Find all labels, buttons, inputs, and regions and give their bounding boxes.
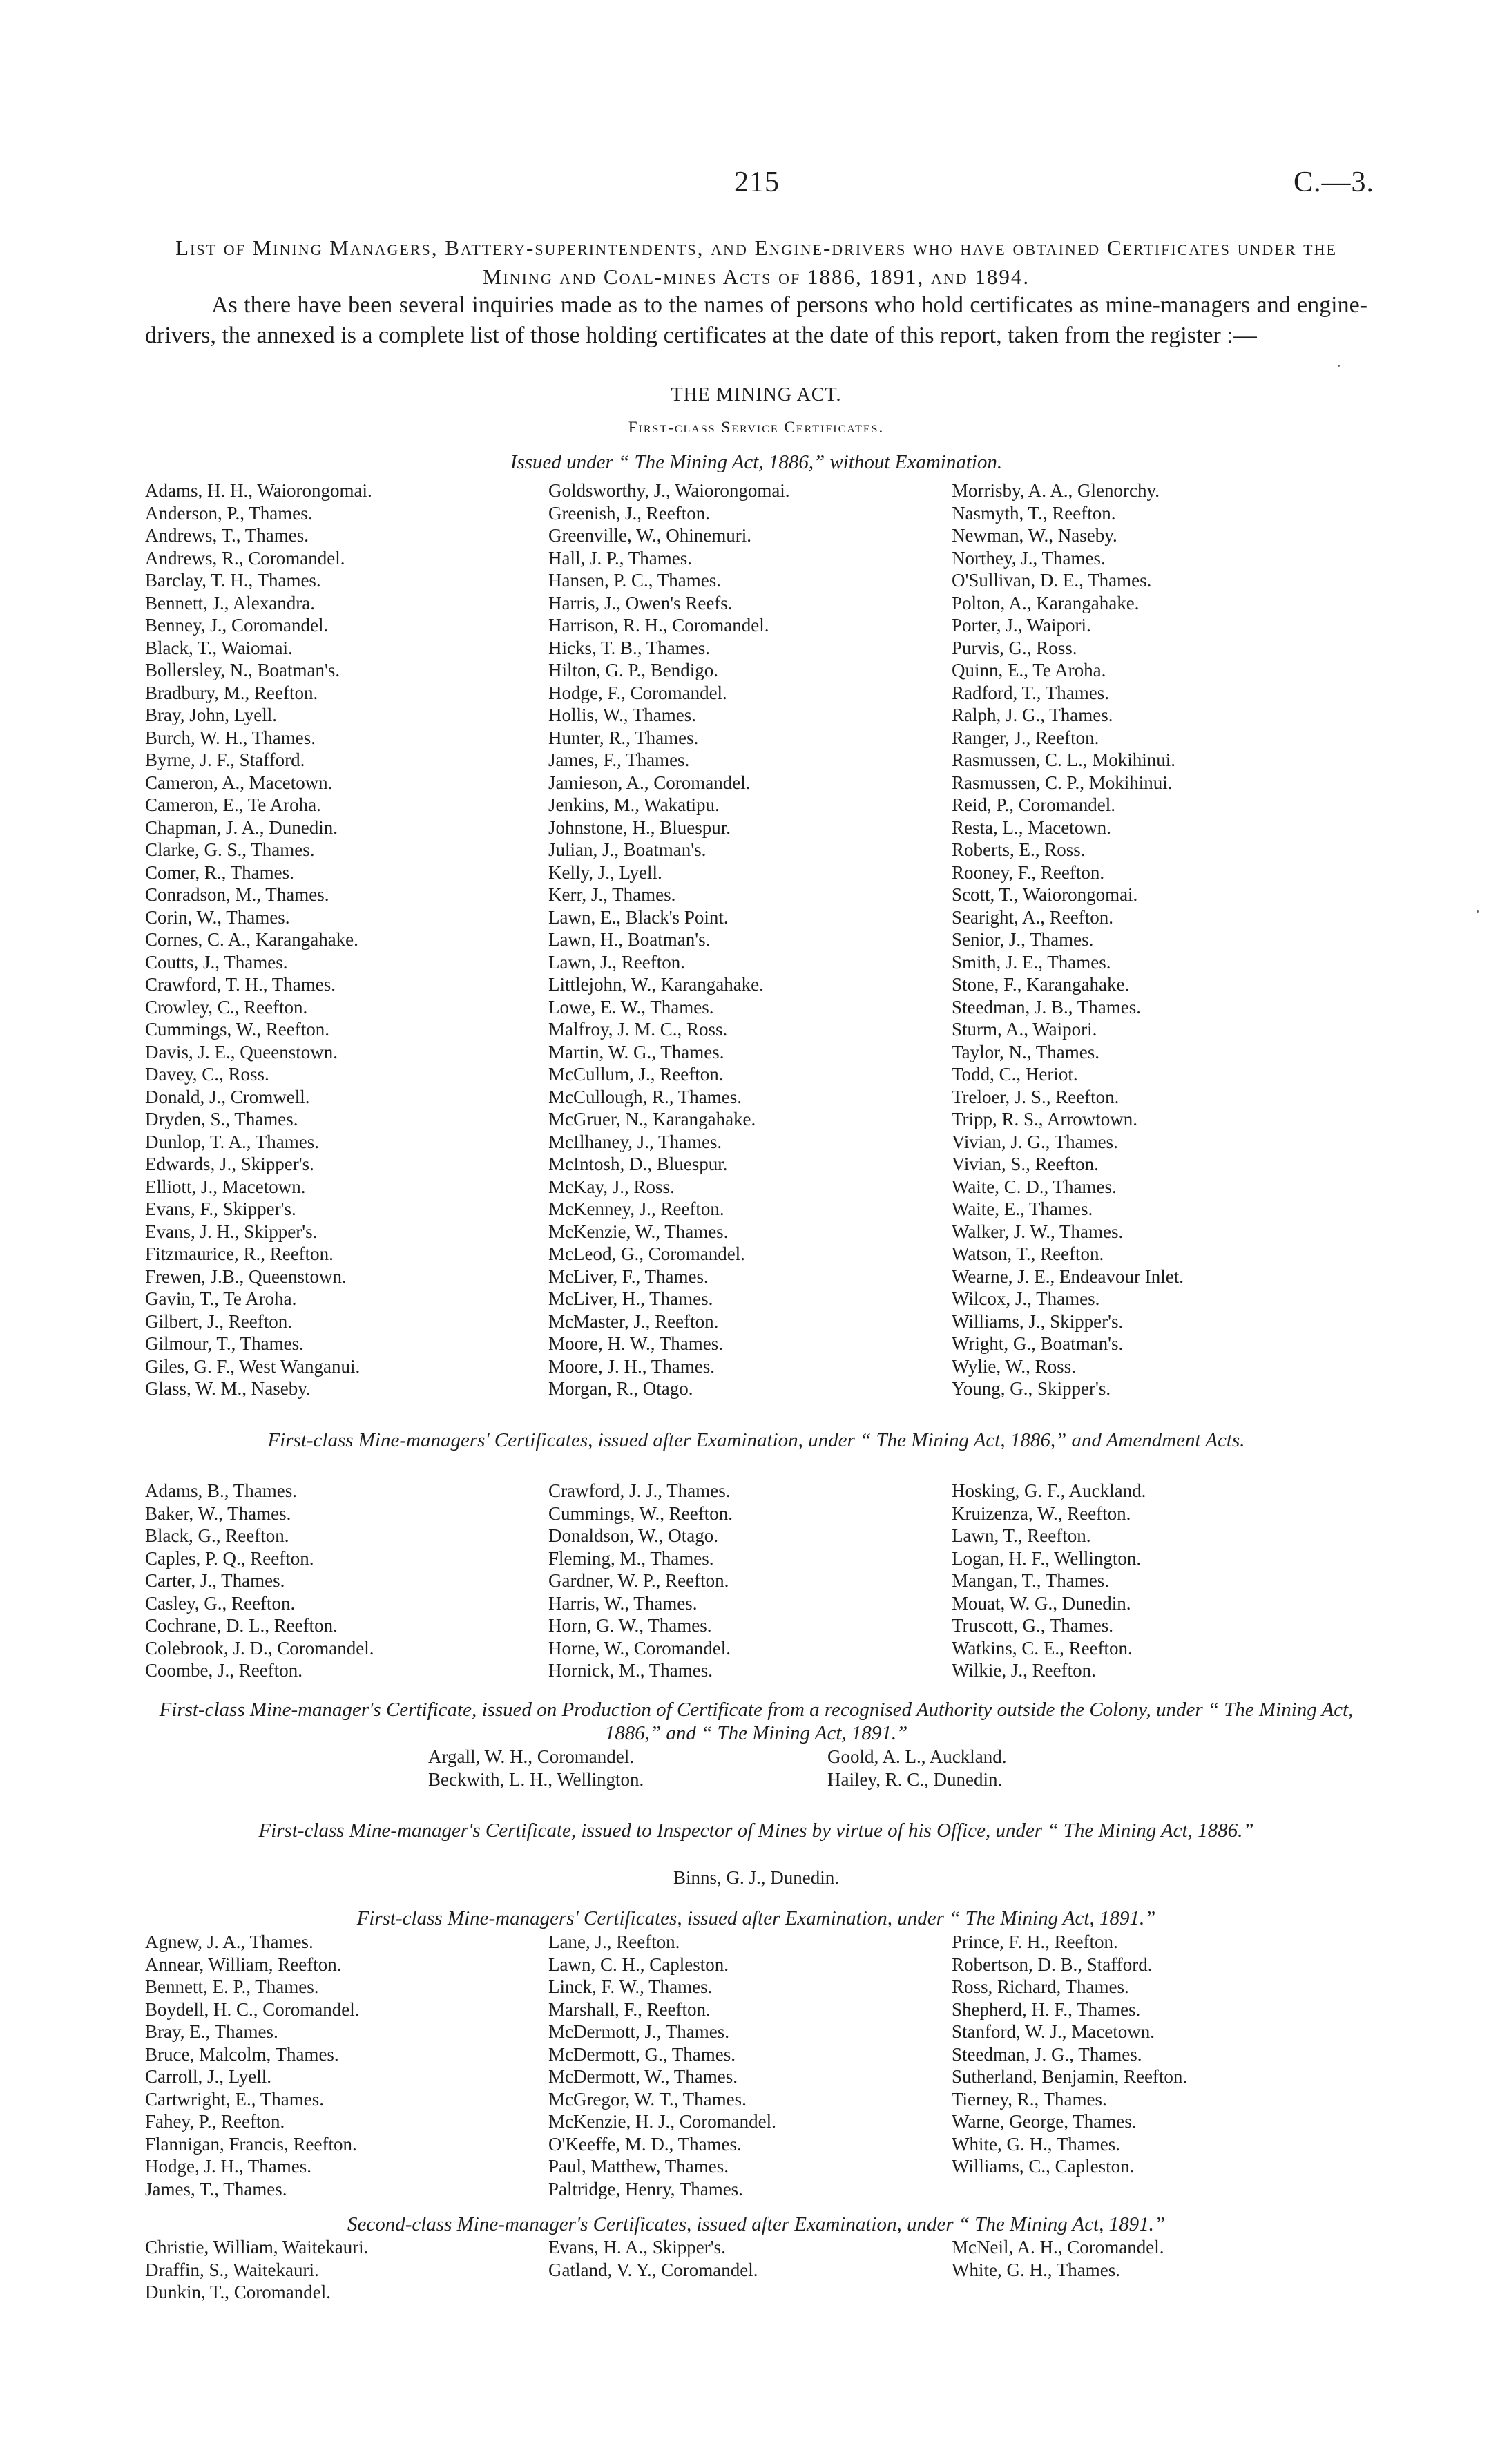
name-entry: Gilbert, J., Reefton. [145,1310,292,1332]
name-entry: McGregor, W. T., Thames. [548,2088,747,2110]
name-entry: Prince, F. H., Reefton. [952,1931,1118,1952]
name-entry: Sutherland, Benjamin, Reefton. [952,2066,1188,2087]
name-entry: Draffin, S., Waitekauri. [145,2259,319,2280]
name-entry: Ranger, J., Reefton. [952,727,1099,748]
name-entry: Hornick, M., Thames. [548,1660,713,1681]
names-list-exam-1891 [145,1931,1367,2201]
name-entry: Hosking, G. F., Auckland. [952,1480,1146,1501]
name-entry: Cornes, C. A., Karangahake. [145,929,358,950]
name-entry: Morrisby, A. A., Glenorchy. [952,480,1160,501]
name-entry: Dunkin, T., Coromandel. [145,2282,331,2302]
name-entry: Hailey, R. C., Dunedin. [827,1768,1003,1790]
name-entry: Moore, H. W., Thames. [548,1333,723,1354]
name-entry: Davey, C., Ross. [145,1064,269,1085]
name-entry: Corin, W., Thames. [145,906,290,928]
name-entry: McLiver, H., Thames. [548,1288,713,1309]
name-entry: Harrison, R. H., Coromandel. [548,615,769,636]
name-entry: Flannigan, Francis, Reefton. [145,2133,357,2155]
name-entry: Radford, T., Thames. [952,682,1109,703]
name-entry: Glass, W. M., Naseby. [145,1378,311,1399]
name-entry: Bray, E., Thames. [145,2021,278,2042]
name-entry: Greenville, W., Ohinemuri. [548,525,751,546]
name-entry: Wright, G., Boatman's. [952,1333,1124,1354]
name-entry: Littlejohn, W., Karangahake. [548,974,764,995]
name-entry: Johnstone, H., Bluespur. [548,816,731,838]
name-entry: Beckwith, L. H., Wellington. [428,1768,644,1790]
name-entry: Lawn, E., Black's Point. [548,906,729,928]
name-entry: Shepherd, H. F., Thames. [952,1998,1141,2020]
name-entry: Searight, A., Reefton. [952,906,1113,928]
name-entry: Donaldson, W., Otago. [548,1525,718,1546]
name-entry: Black, T., Waiomai. [145,637,293,658]
name-entry: Warne, George, Thames. [952,2111,1137,2132]
name-entry: Young, G., Skipper's. [952,1378,1111,1399]
name-entry: McLeod, G., Coromandel. [548,1243,745,1264]
name-entry: Comer, R., Thames. [145,861,294,883]
name-entry: Adams, H. H., Waiorongomai. [145,480,372,501]
name-entry: O'Sullivan, D. E., Thames. [952,570,1152,591]
name-entry: Andrews, R., Coromandel. [145,547,345,569]
document-title: List of Mining Managers, Battery-superintendents, and Engine-drivers who have obtained Certificates under the Mining and Coal-mines Acts of 1886, 1891, and 1894. [175,236,1337,289]
names-list-exam-1886 [145,1480,1367,1683]
name-entry: Crawford, T. H., Thames. [145,974,336,995]
name-entry: Vivian, J. G., Thames. [952,1131,1118,1152]
name-entry: Wilkie, J., Reefton. [952,1660,1096,1681]
name-entry: Harris, J., Owen's Reefs. [548,592,733,613]
name-entry: McGruer, N., Karangahake. [548,1109,756,1129]
name-entry: Northey, J., Thames. [952,547,1106,569]
name-entry: Linck, F. W., Thames. [548,1976,713,1997]
name-entry: Andrews, T., Thames. [145,525,309,546]
name-entry: McDermott, J., Thames. [548,2021,729,2042]
name-entry: Malfroy, J. M. C., Ross. [548,1019,728,1040]
name-entry: Caples, P. Q., Reefton. [145,1547,314,1569]
name-entry: Paul, Matthew, Thames. [548,2156,729,2177]
name-entry: Kerr, J., Thames. [548,884,676,905]
name-entry: Mangan, T., Thames. [952,1570,1109,1591]
name-entry: Evans, J. H., Skipper's. [145,1221,318,1242]
name-entry: Lawn, T., Reefton. [952,1525,1091,1546]
name-entry: McKay, J., Ross. [548,1176,675,1197]
name-entry: McIntosh, D., Bluespur. [548,1154,728,1174]
name-entry: Purvis, G., Ross. [952,637,1077,658]
name-entry: Logan, H. F., Wellington. [952,1547,1142,1569]
name-entry: Conradson, M., Thames. [145,884,329,905]
name-entry: Hansen, P. C., Thames. [548,570,721,591]
name-entry: Greenish, J., Reefton. [548,502,710,524]
name-entry: Hodge, J. H., Thames. [145,2156,311,2177]
name-entry: Lawn, H., Boatman's. [548,929,711,950]
name-entry: McDermott, G., Thames. [548,2043,736,2065]
name-entry: Dunlop, T. A., Thames. [145,1131,319,1152]
name-entry: Senior, J., Thames. [952,929,1094,950]
section-heading-service-1886: Issued under “ The Mining Act, 1886,” without Examination. [510,451,1003,473]
name-entry: Rasmussen, C. P., Mokihinui. [952,772,1173,793]
name-entry: Williams, J., Skipper's. [952,1310,1124,1332]
name-entry: Julian, J., Boatman's. [548,839,707,860]
name-entry: Steedman, J. B., Thames. [952,996,1141,1018]
name-entry: Benney, J., Coromandel. [145,615,329,636]
intro-paragraph [145,290,1367,351]
names-list-second-class-1891 [145,2237,1367,2304]
section-heading-exam-1891: First-class Mine-managers' Certificates, issued after Examination, under “ The Mining Act, 1891.” [356,1907,1156,1929]
name-entry: Hall, J. P., Thames. [548,547,692,569]
name-entry: Todd, C., Heriot. [952,1064,1078,1085]
name-entry: Robertson, D. B., Stafford. [952,1954,1153,1975]
name-entry: Fahey, P., Reefton. [145,2111,285,2132]
name-entry: Ralph, J. G., Thames. [952,705,1113,725]
name-entry: Wilcox, J., Thames. [952,1288,1100,1309]
name-entry: Hodge, F., Coromandel. [548,682,727,703]
name-entry: Lawn, C. H., Capleston. [548,1954,729,1975]
name-entry: James, T., Thames. [145,2178,287,2199]
name-entry: Fitzmaurice, R., Reefton. [145,1243,334,1264]
name-entry: Vivian, S., Reefton. [952,1154,1099,1174]
names-list-outside-authority [428,1746,1119,1791]
name-entry: Watson, T., Reefton. [952,1243,1104,1264]
name-entry: Hicks, T. B., Thames. [548,637,710,658]
name-entry: McLiver, F., Thames. [548,1266,709,1287]
name-entry: Stanford, W. J., Macetown. [952,2021,1155,2042]
name-entry: Rasmussen, C. L., Mokihinui. [952,749,1176,770]
name-entry: James, F., Thames. [548,749,690,770]
name-entry: Carroll, J., Lyell. [145,2066,271,2087]
name-entry: Nasmyth, T., Reefton. [952,502,1116,524]
name-entry: Goldsworthy, J., Waiorongomai. [548,480,790,501]
name-entry: Cummings, W., Reefton. [145,1019,330,1040]
name-entry: Smith, J. E., Thames. [952,951,1111,973]
name-entry: Crowley, C., Reefton. [145,996,308,1018]
name-entry: Tierney, R., Thames. [952,2088,1107,2110]
name-entry: Cummings, W., Reefton. [548,1502,733,1524]
name-entry: Jamieson, A., Coromandel. [548,772,751,793]
name-entry: Cameron, E., Te Aroha. [145,794,321,815]
names-list-service-1886 [145,480,1367,1423]
name-entry: Wearne, J. E., Endeavour Inlet. [952,1266,1184,1287]
name-entry: Elliott, J., Macetown. [145,1176,306,1197]
name-entry: Barclay, T. H., Thames. [145,570,321,591]
name-entry: Evans, H. A., Skipper's. [548,2237,726,2257]
name-entry: White, G. H., Thames. [952,2259,1120,2280]
name-entry: McCullum, J., Reefton. [548,1064,724,1085]
name-entry: Walker, J. W., Thames. [952,1221,1124,1242]
name-entry: Crawford, J. J., Thames. [548,1480,731,1501]
name-entry: Harris, W., Thames. [548,1592,698,1614]
name-entry: Gavin, T., Te Aroha. [145,1288,297,1309]
name-entry: McCullough, R., Thames. [548,1086,742,1107]
name-entry: Bruce, Malcolm, Thames. [145,2043,339,2065]
name-entry: Bray, John, Lyell. [145,705,277,725]
name-entry: Roberts, E., Ross. [952,839,1086,860]
name-entry: McKenzie, W., Thames. [548,1221,729,1242]
name-entry: Black, G., Reefton. [145,1525,289,1546]
name-entry: Bennett, J., Alexandra. [145,592,315,613]
name-entry: Byrne, J. F., Stafford. [145,749,305,770]
name-entry: Agnew, J. A., Thames. [145,1931,314,1952]
name-entry: White, G. H., Thames. [952,2133,1120,2155]
name-entry: McNeil, A. H., Coromandel. [952,2237,1164,2257]
name-entry: Moore, J. H., Thames. [548,1355,715,1377]
name-entry: Stone, F., Karangahake. [952,974,1130,995]
name-entry: McDermott, W., Thames. [548,2066,738,2087]
name-entry: Hunter, R., Thames. [548,727,699,748]
name-entry: Gilmour, T., Thames. [145,1333,304,1354]
name-entry: Williams, C., Capleston. [952,2156,1135,2177]
name-entry: Taylor, N., Thames. [952,1041,1099,1062]
intro-text: As there have been several inquiries made as to the names of persons who hold certificates as mine-managers and engine-drivers, the annexed is a complete list of those holding certificates at the date of this report, taken from the register :— [145,292,1367,348]
name-entry: Resta, L., Macetown. [952,816,1111,838]
certificate-class-heading: First-class Service Certificates. [628,419,885,436]
name-entry: Davis, J. E., Queenstown. [145,1041,338,1062]
name-entry: Adams, B., Thames. [145,1480,297,1501]
name-entry: Baker, W., Thames. [145,1502,291,1524]
name-entry: Evans, F., Skipper's. [145,1198,296,1219]
name-entry: Christie, William, Waitekauri. [145,2237,369,2257]
section-heading-second-class-1891: Second-class Mine-manager's Certificates, issued after Examination, under “ The Mining Act, 1891.” [347,2213,1166,2235]
scan-speck [1477,910,1479,913]
name-entry: Coombe, J., Reefton. [145,1660,302,1681]
name-entry: Rooney, F., Reefton. [952,861,1105,883]
name-entry: Argall, W. H., Coromandel. [428,1746,634,1767]
name-entry: Lawn, J., Reefton. [548,951,685,973]
name-entry: Paltridge, Henry, Thames. [548,2178,743,2199]
name-entry: McKenzie, H. J., Coromandel. [548,2111,776,2132]
name-entry: Kelly, J., Lyell. [548,861,662,883]
name-entry: Marshall, F., Reefton. [548,1998,711,2020]
act-heading: THE MINING ACT. [671,384,842,405]
name-entry: Mouat, W. G., Dunedin. [952,1592,1131,1614]
name-entry: Tripp, R. S., Arrowtown. [952,1109,1138,1129]
name-entry: McMaster, J., Reefton. [548,1310,719,1332]
name-entry: Waite, C. D., Thames. [952,1176,1117,1197]
name-entry: Burch, W. H., Thames. [145,727,316,748]
name-entry: Chapman, J. A., Dunedin. [145,816,338,838]
name-entry: Casley, G., Reefton. [145,1592,296,1614]
name-entry: Hilton, G. P., Bendigo. [548,660,719,680]
name-entry: Coutts, J., Thames. [145,951,288,973]
name-entry: Truscott, G., Thames. [952,1615,1114,1636]
name-entry: Gatland, V. Y., Coromandel. [548,2259,758,2280]
name-entry: Fleming, M., Thames. [548,1547,714,1569]
name-entry: Horne, W., Coromandel. [548,1637,731,1659]
name-entry: Donald, J., Cromwell. [145,1086,310,1107]
name-entry: Goold, A. L., Auckland. [827,1746,1007,1767]
section-heading-exam-1886: First-class Mine-managers' Certificates, issued after Examination, under “ The Mining Act, 1886,” and Amendment Acts. [267,1429,1245,1451]
name-entry: Porter, J., Waipori. [952,615,1091,636]
name-entry: Morgan, R., Otago. [548,1378,693,1399]
scan-speck [1338,365,1340,367]
name-entry: Frewen, J.B., Queenstown. [145,1266,347,1287]
name-entry: Clarke, G. S., Thames. [145,839,315,860]
name-entry: Wylie, W., Ross. [952,1355,1076,1377]
name-entry: Waite, E., Thames. [952,1198,1093,1219]
name-entry: McKenney, J., Reefton. [548,1198,724,1219]
name-entry: Horn, G. W., Thames. [548,1615,712,1636]
page-number: 215 [734,166,780,198]
name-entry: McIlhaney, J., Thames. [548,1131,722,1152]
name-entry: Annear, William, Reefton. [145,1954,342,1975]
name-entry: Cartwright, E., Thames. [145,2088,324,2110]
name-entry: Colebrook, J. D., Coromandel. [145,1637,374,1659]
name-entry: Lowe, E. W., Thames. [548,996,714,1018]
name-entry: Binns, G. J., Dunedin. [673,1867,839,1888]
section-heading-inspector: First-class Mine-manager's Certificate, issued to Inspector of Mines by virtue of his Office, under “ The Mining Act, 1886.” [258,1820,1254,1842]
name-entry: Gardner, W. P., Reefton. [548,1570,729,1591]
section-heading-outside-authority: First-class Mine-manager's Certificate, issued on Production of Certificate from a recognised Authority outside the Colony, under “ The Mining Act, 1886,” and “ The Mining Act, 1891.” [159,1699,1354,1744]
name-entry: Newman, W., Naseby. [952,525,1117,546]
name-entry: Boydell, H. C., Coromandel. [145,1998,360,2020]
name-entry: Bennett, E. P., Thames. [145,1976,319,1997]
name-entry: Reid, P., Coromandel. [952,794,1115,815]
document-reference: C.—3. [1294,166,1375,198]
name-entry: Sturm, A., Waipori. [952,1019,1097,1040]
name-entry: Carter, J., Thames. [145,1570,285,1591]
name-entry: Steedman, J. G., Thames. [952,2043,1142,2065]
name-entry: Scott, T., Waiorongomai. [952,884,1138,905]
name-entry: Cochrane, D. L., Reefton. [145,1615,338,1636]
name-entry: Bradbury, M., Reefton. [145,682,318,703]
name-entry: Dryden, S., Thames. [145,1109,298,1129]
name-entry: Giles, G. F., West Wanganui. [145,1355,361,1377]
name-entry: Hollis, W., Thames. [548,705,697,725]
name-entry: Treloer, J. S., Reefton. [952,1086,1119,1107]
name-entry: Watkins, C. E., Reefton. [952,1637,1133,1659]
name-entry: Cameron, A., Macetown. [145,772,333,793]
name-entry: Ross, Richard, Thames. [952,1976,1129,1997]
name-entry: Edwards, J., Skipper's. [145,1154,314,1174]
name-entry: Lane, J., Reefton. [548,1931,680,1952]
name-entry: Kruizenza, W., Reefton. [952,1502,1131,1524]
name-entry: O'Keeffe, M. D., Thames. [548,2133,742,2155]
name-entry: Quinn, E., Te Aroha. [952,660,1106,680]
name-entry: Jenkins, M., Wakatipu. [548,794,720,815]
name-entry: Martin, W. G., Thames. [548,1041,724,1062]
name-entry: Bollersley, N., Boatman's. [145,660,340,680]
name-entry: Anderson, P., Thames. [145,502,313,524]
name-entry: Polton, A., Karangahake. [952,592,1140,613]
